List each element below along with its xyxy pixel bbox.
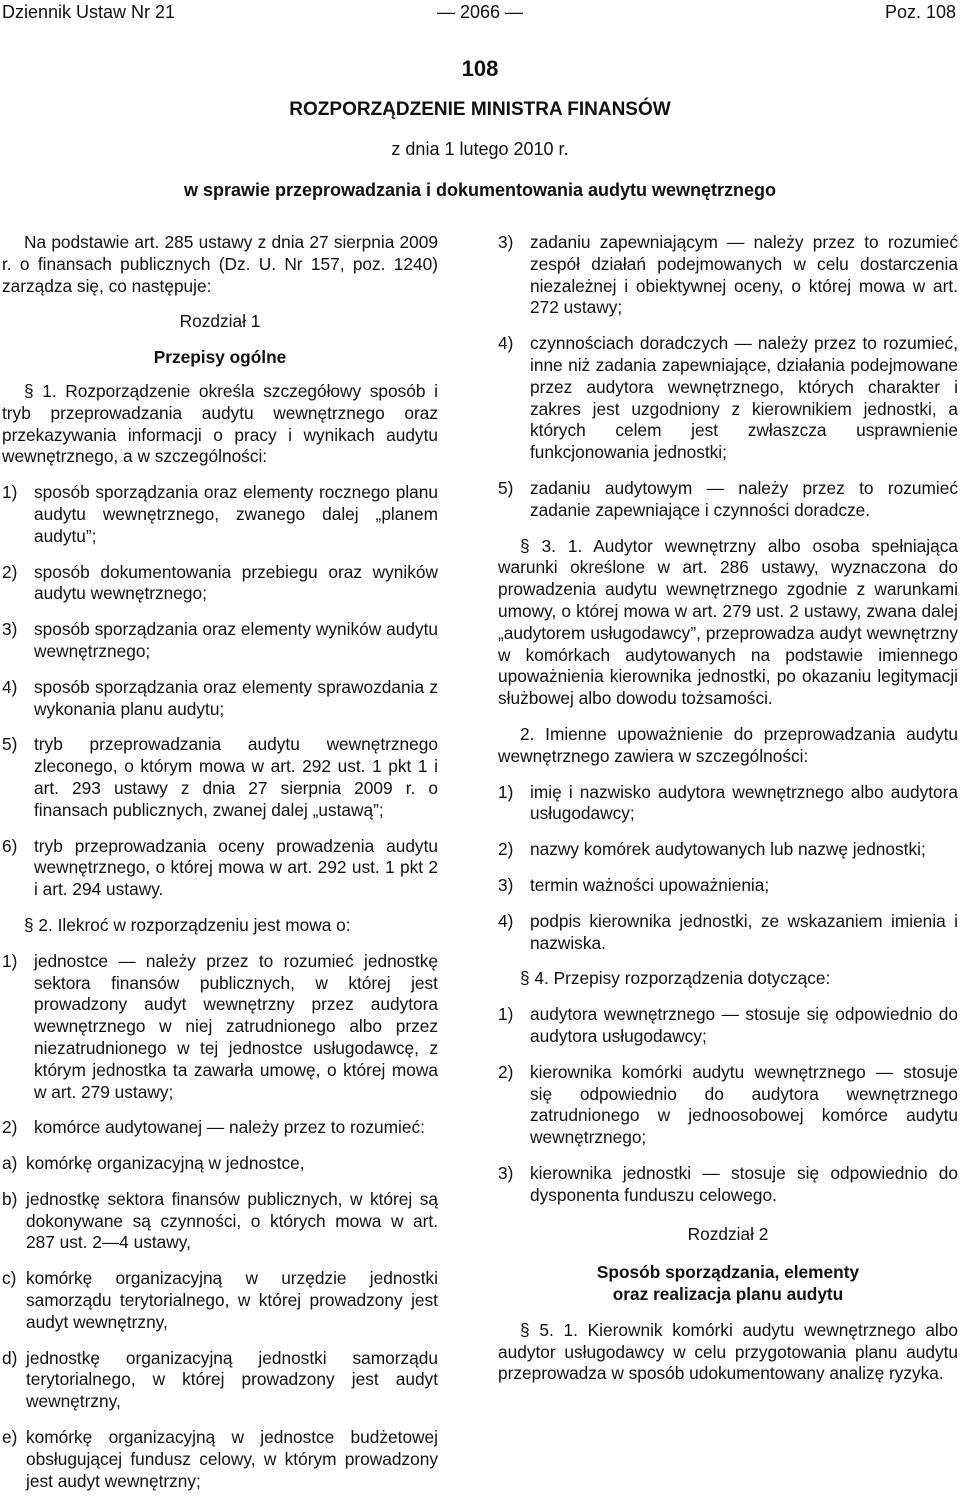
document-date: z dnia 1 lutego 2010 r. [391, 139, 569, 159]
list-item: 2) komórce audytowanej — należy przez to rozumieć: [2, 1117, 425, 1138]
list-item: 1) sposób sporządzania oraz elementy rocznego planu audytu wewnętrznego, zwanego dalej „planem audytu”; [2, 482, 438, 546]
document-title: ROZPORZĄDZENIE MINISTRA FINANSÓW [289, 99, 671, 120]
chapter-1-title: Przepisy ogólne [153, 347, 287, 368]
list-item: 1) jednostce — należy przez to rozumieć jednostkę sektora finansów publicznych, w której jest prowadzony audyt wewnętrzny przez audytora wewnętrznego w niej zatrudnionego albo przez niezatrudnionego w tej jednostce usługodawcę, z którym jednostka ta zawarła umowę, o której mowa w art. 279 ustawy; [2, 950, 438, 1102]
document-number: 108 [461, 56, 499, 81]
position-number: Poz. 108 [884, 2, 956, 22]
chapter-2-label: Rozdział 2 [687, 1224, 769, 1245]
sub-list-item: d) jednostkę organizacyjną jednostki samorządu terytorialnego, w której prowadzony jest audyt wewnętrzny, [2, 1347, 438, 1412]
document-subject: w sprawie przeprowadzania i dokumentowania audytu wewnętrznego [183, 180, 777, 200]
sub-list-item: b) jednostkę sektora finansów publicznych, w której są dokonywane są czynności, o których mowa w art. 287 ust. 2—4 ustawy, [2, 1188, 438, 1253]
section-1: § 1. Rozporządzenie określa szczegółowy sposób i tryb przeprowadzania audytu wewnętrznego oraz przekazywania informacji o pracy i wynikach audytu wewnętrznego, a w szczególności: [2, 380, 438, 467]
section-4: § 4. Przepisy rozporządzenia dotyczące: [520, 968, 831, 989]
list-item: 6) tryb przeprowadzania oceny prowadzenia audytu wewnętrznego, o której mowa w art. 292 ust. 1 pkt 2 i art. 294 ustawy. [2, 835, 438, 900]
sub-list-item: a) komórkę organizacyjną w jednostce, [2, 1153, 305, 1174]
sub-list-item: c) komórkę organizacyjną w urzędzie jednostki samorządu terytorialnego, w której prowadzony jest audyt wewnętrzny, [2, 1268, 438, 1332]
list-item: 3) zadaniu zapewniającym — należy przez to rozumieć zespół działań podejmowanych w celu dostarczenia niezależnej i obiektywnej oceny, o której mowa w art. 272 ustawy; [498, 232, 958, 318]
list-item: 3) termin ważności upoważnienia; [498, 874, 770, 895]
list-item: 3) kierownika jednostki — stosuje się odpowiednio do dysponenta funduszu celowego. [498, 1162, 958, 1205]
journal-name: Dziennik Ustaw Nr 21 [2, 2, 176, 22]
right-column [498, 232, 958, 1385]
list-item: 2) sposób dokumentowania przebiegu oraz wyników audytu wewnętrznego; [2, 561, 438, 604]
preamble: Na podstawie art. 285 ustawy z dnia 27 sierpnia 2009 r. o finansach publicznych (Dz. U. Nr 157, poz. 1240) zarządza się, co następuje: [2, 232, 438, 296]
running-header [0, 2, 960, 30]
list-item: 4) podpis kierownika jednostki, ze wskazaniem imienia i nazwiska. [498, 910, 958, 953]
list-item: 1) audytora wewnętrznego — stosuje się odpowiednio do audytora usługodawcy; [498, 1004, 958, 1046]
list-item: 5) zadaniu audytowym — należy przez to rozumieć zadanie zapewniające i czynności doradcze. [498, 477, 958, 520]
list-item: 4) czynnościach doradczych — należy przez to rozumieć, inne niż zadania zapewniające, działania podejmowane przez audytora wewnętrznego, których charakter i zakres jest uzgodniony z kierownikiem jednostki, a których celem jest zwłaszcza usprawnienie funkcjonowania jednostki; [498, 333, 958, 463]
chapter-1-label: Rozdział 1 [179, 311, 261, 332]
section-2: § 2. Ilekroć w rozporządzeniu jest mowa o: [24, 914, 351, 935]
section-5: § 5. 1. Kierownik komórki audytu wewnętrznego albo audytor usługodawcy w celu przygotowania planu audytu przeprowadza w sposób udokumentowany analizę ryzyka. [498, 1319, 958, 1384]
list-item: 3) sposób sporządzania oraz elementy wyników audytu wewnętrznego; [2, 619, 438, 661]
chapter-2-title-line2: oraz realizacja planu audytu [612, 1284, 844, 1305]
chapter-2-title-line1: Sposób sporządzania, elementy [596, 1262, 860, 1283]
page-number: — 2066 — [436, 2, 524, 22]
list-item: 4) sposób sporządzania oraz elementy sprawozdania z wykonania planu audytu; [2, 676, 438, 719]
list-item: 2) kierownika komórki audytu wewnętrznego — stosuje się odpowiednio do audytora wewnętrznego zatrudnionego w jednoosobowej komórce audytu wewnętrznego; [498, 1061, 958, 1148]
list-item: 1) imię i nazwisko audytora wewnętrznego albo audytora usługodawcy; [498, 781, 958, 824]
left-column [2, 232, 438, 1506]
list-item: 2) nazwy komórek audytowanych lub nazwę jednostki; [498, 839, 926, 860]
section-3-2: 2. Imienne upoważnienie do przeprowadzania audytu wewnętrznego zawiera w szczególności: [498, 723, 958, 766]
section-3-1: § 3. 1. Audytor wewnętrzny albo osoba spełniająca warunki określone w art. 286 ustawy, wyznaczona do prowadzenia audytu wewnętrznego zgodnie z warunkami umowy, o której mowa w art. 279 ust. 2 ustawy, zwana dalej „audytorem usługodawcy”, przeprowadza audyt wewnętrzny w komórkach audytowanych na podstawie imiennego upoważnienia kierownika jednostki, po okazaniu legitymacji służbowej albo dowodu tożsamości. [498, 535, 958, 709]
list-item: 5) tryb przeprowadzania audytu wewnętrznego zleconego, o którym mowa w art. 292 ust. 1 pkt 1 i art. 293 ustawy z dnia 27 sierpnia 2009 r. o finansach publicznych, zwanej dalej „ustawą”; [2, 734, 438, 820]
sub-list-item: e) komórkę organizacyjną w jednostce budżetowej obsługującej fundusz celowy, w którym prowadzony jest audyt wewnętrzny; [2, 1427, 438, 1491]
